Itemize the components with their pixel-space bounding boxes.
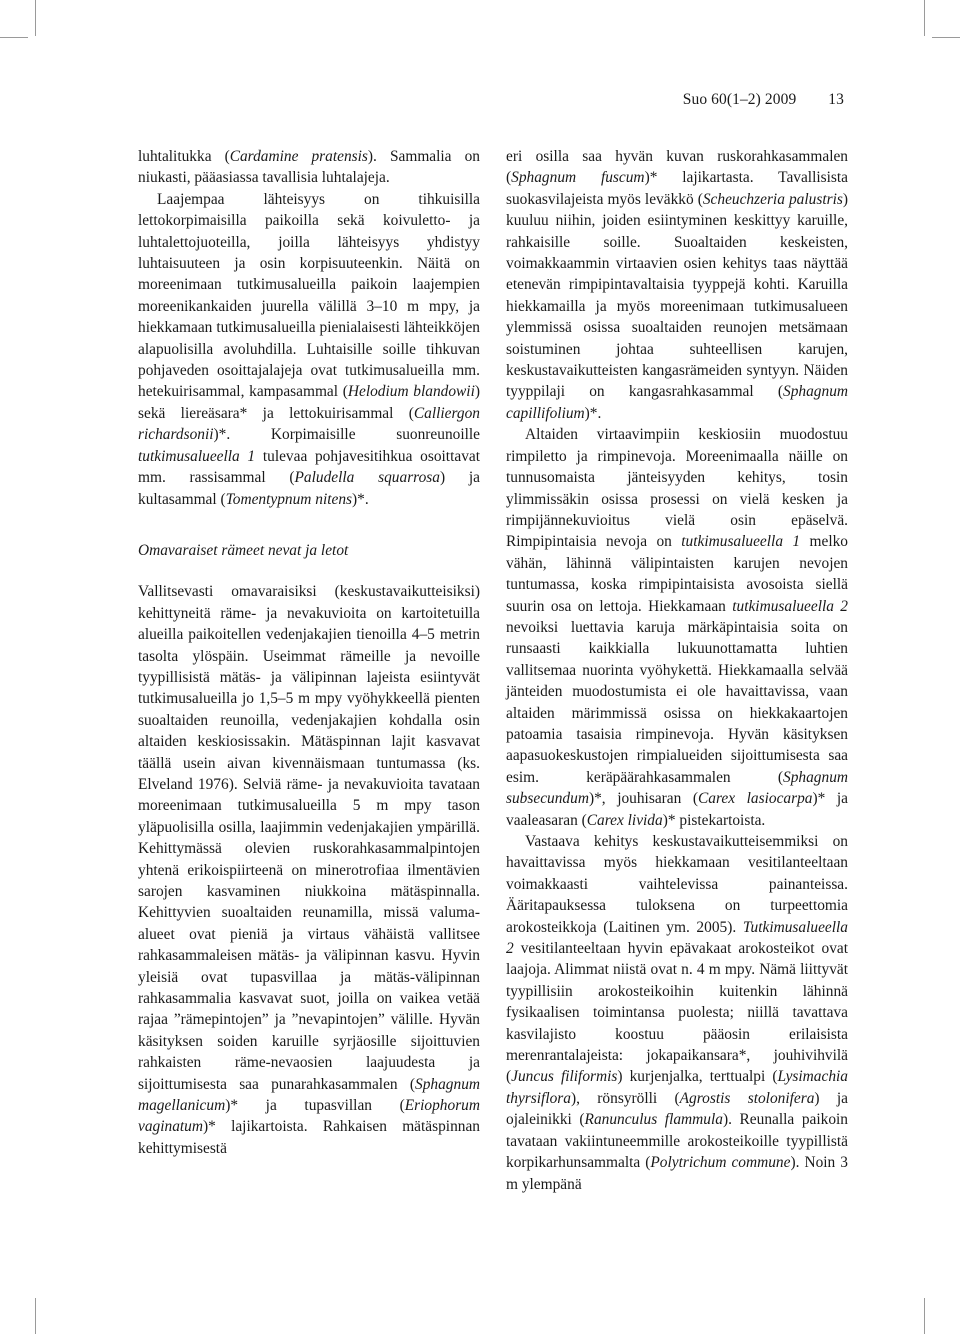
paragraph: Vastaava kehitys keskustavaikutteisemmiksi on havaittavissa myös hiekkamaan vesitilanteeltaan voimakkaasti vaihtelevissa painanteissa. Ääritapauksessa tuloksena on turpeettomia arokosteikkoja (Laitinen ym. 2005). Tutkimusalueella 2 vesitilanteeltaan hyvin epävakaat arokosteikot ovat laajoja. Alimmat niistä ovat n. 4 m mpy. Nämä liittyvät tyypillisiin arokosteikoihin kuitenkin lähinnä fysikaalisen toimintansa puolesta; niillä tavattava kasvilajisto koostuu pääosin erilaisista merenrantalajeista: jokapaikansara*, jouhivihvilä (Juncus filiformis) kurjenjalka, terttualpi (Lysimachia thyrsiflora), rönsyrölli (Agrostis stolonifera) ja ojaleinikki (Ranunculus flammula). Reunalla paikoin tavataan vakiintuneemmille arokosteikoille tyypillistä korpikarhunsammalta (Polytrichum commune). Noin 3 m ylempänä xyxy=(506,833,848,1193)
paragraph: Laajempaa lähteisyys on tihkuisilla lettokorpimaisilla paikoilla sekä koivuletto- ja luhtalettojuoteilla, joilla lähteisyys yhdistyy luhtaisuuteen ja osin korpisuuteenkin. Näitä on moreenimaan tutkimusalueilla paikoin laajempien moreenikankaiden juurella välillä 3–10 m mpy, ja hiekkamaan tutkimusalueilla pienialaisesti lähteikköjen alapuolisilla avoluhdilla. Luhtaisille soille tihkuvan pohjaveden osoittajalajeja ovat tutkimusalueilla mm. hetekuirisammal, kampasammal (Helodium blandowii) sekä liereäsara* ja lettokuirisammal (Calliergon richardsonii)*. Korpimaisille suonreunoille tutkimusalueella 1 tulevaa pohjavesitihkua osoittavat mm. rassisammal (Paludella squarrosa) ja kultasammal (Tomentypnum nitens)*. xyxy=(138,190,480,508)
left-column xyxy=(138,146,480,1159)
crop-mark-top-right-h xyxy=(932,37,960,38)
section-heading: Omavaraiset rämeet nevat ja letot xyxy=(138,541,349,559)
paragraph: Altaiden virtaavimpiin keskiosiin muodostuu rimpiletto ja rimpinevoja. Moreenimaalla näille on tunnusomaista jänteisyyden kehitys, tosin ylimmissäkin osissa prosessi on vielä kesken ja rimpijännekuvioitus vielä osin epäselvä. Rimpipintaisia nevoja on tutkimusalueella 1 melko vähän, lähinnä välipintaisten karujen nevojen tuntumassa, koska rimpipintaisista avosoista siellä suurin osa on lettoja. Hiekkamaan tutkimusalueella 2 nevoiksi luettavia karuja märkäpintaisia soita on runsaasti kaikkialla lukuunottamatta luhtien vallitsemaa nuorinta vyöhykettä. Hiekkamaalla selvää jänteiden muodostumista ei ole havaittavissa, vaan altaiden märimmissä osissa on hiekkakaartojen patoamia tasaisia rimpinevoja. Hyvän käsityksen aapasuokeskustojen rimpialueiden sijoittumisesta saa esim. keräpäärahkasammalen (Sphagnum subsecundum)*, jouhisaran (Carex lasiocarpa)* ja vaaleasaran (Carex livida)* pistekartoista. xyxy=(506,426,849,829)
crop-mark-top-left xyxy=(35,0,36,36)
paragraph: luhtalitukka (Cardamine pratensis). Sammalia on niukasti, pääasiassa tavallisia luhtalajeja. xyxy=(138,148,480,187)
paragraph: eri osilla saa hyvän kuvan ruskorahkasammalen (Sphagnum fuscum)* lajikartasta. Tavallisista suokasvilajeista myös leväkkö (Scheuchzeria palustris) kuuluu niihin, joiden esiintyminen keskittyy karuille, rahkaisille soille. Suoaltaiden keskeisten, voimakkaammin virtaavien osien kehitys taas näyttää etenevän rimpipintavaltaisia tyyppejä kohti. Karuilla hiekkamailla ja myös moreenimaan tutkimusalueen ylemmissä osissa suoaltaiden reunojen metsämaan soistuminen johtaa suhteellisen karujen, keskustavaikutteisten kangasrämeiden syntyyn. Näiden tyyppilaji on kangasrahkasammal (Sphagnum capillifolium)*. xyxy=(506,148,848,422)
crop-mark-bottom-right xyxy=(924,1298,925,1334)
right-column xyxy=(506,146,848,1195)
crop-mark-bottom-left xyxy=(35,1298,36,1334)
crop-mark-top-left-h xyxy=(0,37,28,38)
running-header xyxy=(683,91,844,109)
journal-issue: Suo 60(1–2) 2009 xyxy=(682,91,797,108)
page-number: 13 xyxy=(828,91,844,108)
crop-mark-top-right xyxy=(924,0,925,36)
paragraph: Vallitsevasti omavaraisiksi (keskustavaikutteisiksi) kehittyneitä räme- ja nevakuvioita on kartoitetuilla alueilla paikoitellen vedenjakajien tienoilla 4–5 metrin tasolta ylöspäin. Useimmat rämeille ja nevoille tyypillisistä mätäs- ja välipinnan lajeista esiintyvät tutkimusalueilla jo 1,5–5 m mpy vyöhykkeellä pienten suoaltaiden reunoilla, vedenjakajien kohdalla osin altaiden keskiosissakin. Mätäspinnan lajit kasvavat täällä usein aivan kivennäismaan tuntumassa (ks. Elveland 1976). Selviä räme- ja nevakuvioita tavataan moreenimaan tutkimusalueilla 5 m mpy tason yläpuolisilla osilla, laajimmin vedenjakajien ympärillä. Kehittymässä olevien ruskorahkasammalpintojen yhtenä erikoispiirteenä on minerotrofiaa ilmentävien sarojen kasvaminen niukkoina mätäspinnalla. Kehittyvien suoaltaiden reunamilla, missä valuma-alueet ovat pieniä ja virtaus vähäistä vallitsee rahkasammaleisen mätäs- ja välipinnan kasvu. Hyvin yleisiä ovat tupasvillaa ja mätäs-välipinnan rahkasammalia kasvavat suot, joilla on vaikea vetää rajaa ”rämepintojen” ja ”nevapintojen” välille. Hyvän käsityksen soiden karuille syrjäosille sijoittuvien rahkaisten räme-nevaosien laajuudesta ja sijoittumisesta saa punarahkasammalen (Sphagnum magellanicum)* ja tupasvillan (Eriophorum vaginatum)* lajikartoista. Rahkaisen mätäspinnan kehittymisestä xyxy=(138,583,480,1157)
